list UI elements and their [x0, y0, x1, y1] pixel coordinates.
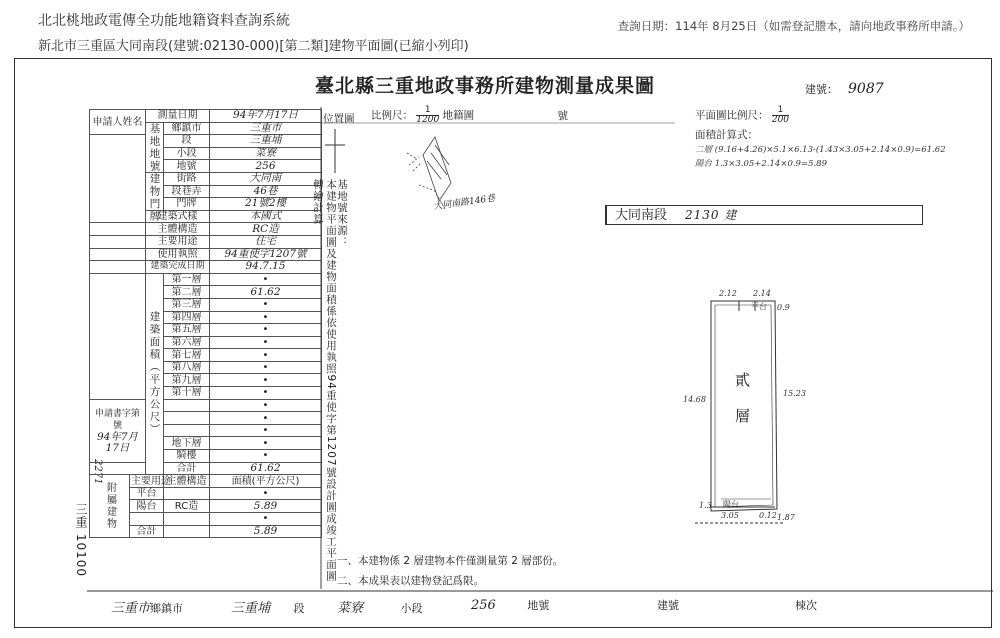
application-label: 申請書字第號	[94, 408, 140, 431]
floor-label-4: 第四層	[164, 311, 210, 324]
use-label: 主要用途	[146, 235, 210, 248]
floor-label-6: 第六層	[164, 336, 210, 349]
footer-subsection-value: 菜寮	[337, 601, 364, 616]
building-number-label: 建號：	[805, 83, 838, 96]
footer-section-label: 段	[293, 602, 305, 615]
footer-city	[111, 597, 183, 616]
position-label: 位置圖	[323, 113, 355, 125]
position-scale	[371, 106, 568, 125]
position-scale-bottom: 1200	[416, 115, 440, 125]
floor-value-1: •	[210, 273, 322, 286]
township-label: 鄉鎮市	[164, 122, 210, 135]
footer-lot-label: 地號	[527, 599, 550, 612]
footer-sheet: 棟次	[795, 599, 817, 612]
annex-area-3: •	[210, 513, 322, 526]
annex-area-header: 面積(平方公尺)	[210, 475, 322, 488]
footer-section	[231, 597, 305, 616]
floor-label-12	[164, 412, 210, 425]
margin-code: 三重 10100	[74, 503, 88, 577]
dim-side-right-top: 0.9	[777, 303, 790, 312]
floor-value-11: •	[210, 399, 322, 412]
applicant-label: 申請人姓名	[90, 110, 146, 135]
footer-subsection	[337, 597, 423, 616]
plan-bottom-label: 陽台	[723, 500, 739, 509]
number-value: 21號2樓	[210, 198, 322, 211]
floor-label-11	[164, 399, 210, 412]
street-label-sketch: 大同南路146巷	[432, 193, 496, 213]
floor-value-10: •	[210, 387, 322, 400]
annex-total-label: 合計	[130, 525, 164, 538]
dim-top-left: 2.12	[719, 289, 737, 298]
floor-label-top: 貳	[735, 371, 751, 389]
floor-value-arcade: •	[210, 450, 322, 463]
query-date: 查詢日期：114年 8月25日（如需登記謄本，請向地政事務所申請。）	[617, 19, 970, 33]
floor-value-8: •	[210, 361, 322, 374]
dim-bottom-right-2: 1.87	[777, 513, 795, 522]
footer-city-label: 鄉鎮市	[150, 602, 184, 615]
section-value: 三重埔	[210, 135, 322, 148]
annex-structure-3	[164, 513, 210, 526]
annex-use-1: 平台	[130, 487, 164, 500]
footer-city-value: 三重市	[111, 601, 151, 616]
document-title: 臺北縣三重地政事務所建物測量成果圖	[315, 75, 656, 97]
position-scale-label: 比例尺：	[371, 109, 413, 122]
annex-structure-header: 主體構造	[164, 475, 210, 488]
building-number	[805, 81, 884, 97]
annex-group-label: 附屬建物	[90, 475, 130, 538]
door-label: 建物門牌	[146, 172, 164, 210]
floor-label-8: 第八層	[164, 361, 210, 374]
plan-top-label: 平台	[751, 302, 767, 311]
position-scale-fraction	[416, 106, 439, 125]
cadastral-number-label: 號	[557, 109, 568, 122]
plan-scale-bottom: 200	[771, 115, 790, 125]
area-calc-label: 面積計算式：	[695, 129, 758, 141]
floor-label-7: 第七層	[164, 349, 210, 362]
dim-bottom: 3.05	[721, 511, 739, 520]
lot-value: 256	[210, 160, 322, 173]
license-label: 使用執照	[146, 248, 210, 261]
floor-value-2: 61.62	[210, 286, 322, 299]
footer-lot-value: 256	[471, 598, 496, 613]
area-calc-line-1: 二層 (9.16+4.26)×5.1×6.13-(1.43×3.05+2.14×0.9)=61.62	[695, 145, 946, 155]
floor-label-5: 第五層	[164, 324, 210, 337]
floor-value-basement: •	[210, 437, 322, 450]
use-value: 住宅	[210, 235, 322, 248]
floor-value-6: •	[210, 336, 322, 349]
structure-label: 主體構造	[146, 223, 210, 236]
floor-label-10: 第十層	[164, 387, 210, 400]
floor-value-13: •	[210, 424, 322, 437]
dim-right: 15.23	[783, 389, 806, 398]
floor-label-9: 第九層	[164, 374, 210, 387]
footer-subsection-label: 小段	[400, 602, 423, 615]
footer-section-value: 三重埔	[231, 601, 271, 616]
style-value: 本國式	[210, 210, 322, 223]
annex-total-value: 5.89	[210, 525, 322, 538]
floor-label-2: 第二層	[164, 286, 210, 299]
style-label: 建築式樣	[146, 210, 210, 223]
subsection-label: 小段	[164, 147, 210, 160]
dim-top-right: 2.14	[753, 289, 771, 298]
street-label: 街路	[164, 172, 210, 185]
subsection-value: 菜寮	[210, 147, 322, 160]
vertical-note-main: 本建物平面圖及建物面積係依使用執照94重使字第1207號設計圖成竣工平面圖轉繪計算	[312, 179, 337, 582]
floor-value-12: •	[210, 412, 322, 425]
annex-structure-1	[164, 487, 210, 500]
structure-value: RC造	[210, 223, 322, 236]
floor-label-3: 第三層	[164, 298, 210, 311]
area-group-label: 建築面積（平方公尺）	[146, 273, 164, 475]
lane-label: 段巷弄	[164, 185, 210, 198]
floor-value-3: •	[210, 298, 322, 311]
township-value: 三重市	[210, 122, 322, 135]
survey-date-value: 94年7月17日	[210, 110, 322, 123]
note-1: 一、本建物係 2 層建物本件僅測量第 2 層部份。	[337, 555, 564, 567]
floor-label-13	[164, 424, 210, 437]
total-label: 合計	[164, 462, 210, 475]
floor-label-1: 第一層	[164, 273, 210, 286]
dim-bottom-left: 1.3	[699, 501, 712, 510]
floor-label-bottom: 層	[735, 407, 751, 425]
street-value: 大同南	[210, 172, 322, 185]
application-value	[90, 399, 146, 462]
dim-left: 14.68	[683, 395, 706, 404]
survey-sheet	[14, 58, 992, 628]
plan-scale	[695, 106, 789, 125]
application-number: 94年7月17日	[96, 430, 139, 454]
annex-use-3	[130, 513, 164, 526]
lot-box-label: 大同南段	[615, 208, 668, 223]
section-label: 段	[164, 135, 210, 148]
area-calc-line-2: 陽台 1.3×3.05+2.14×0.9=5.89	[695, 159, 828, 169]
total-value: 61.62	[210, 462, 322, 475]
annex-use-header: 主要用途	[131, 475, 171, 487]
cadastral-label: 地籍圖	[442, 109, 475, 122]
lane-value: 46巷	[210, 185, 322, 198]
footer-building: 建號	[657, 599, 679, 612]
completion-label: 建築完成日期	[146, 261, 210, 274]
footer-lot	[471, 597, 549, 613]
annex-area-2: 5.89	[210, 500, 322, 513]
annex-use-2: 陽台	[130, 500, 164, 513]
lot-box	[605, 205, 923, 225]
plan-scale-label: 平面圖比例尺：	[695, 109, 769, 122]
base-label: 基地地號	[146, 122, 164, 172]
floor-label-arcade: 騎樓	[164, 450, 210, 463]
completion-value: 94.7.15	[210, 261, 322, 274]
floor-value-4: •	[210, 311, 322, 324]
floor-value-5: •	[210, 324, 322, 337]
position-scale-top: 1	[416, 106, 439, 116]
lot-label: 地號	[164, 160, 210, 173]
vertical-note-base: 基地號來源：	[336, 179, 348, 248]
header-title: 北北桃地政電傳全功能地籍資料查詢系統	[38, 13, 290, 29]
plan-scale-fraction	[772, 106, 789, 125]
floor-label-basement: 地下層	[164, 437, 210, 450]
plan-scale-top: 1	[772, 106, 789, 116]
annex-structure-2: RC造	[164, 500, 210, 513]
margin-code-2: 2271	[92, 459, 103, 485]
header-subtitle: 新北市三重區大同南段(建號:02130-000)[第二類]建物平面圖(已縮小列印)	[38, 39, 469, 54]
note-2: 二、本成果表以建物登記爲限。	[337, 575, 484, 587]
building-number-value: 9087	[848, 81, 884, 97]
annex-area-1: •	[210, 487, 322, 500]
floor-value-9: •	[210, 374, 322, 387]
survey-date-label: 測量日期	[146, 110, 210, 123]
building-data-form	[89, 109, 322, 538]
number-label: 門牌	[164, 198, 210, 211]
floor-value-7: •	[210, 349, 322, 362]
dim-bottom-right-1: 0.12	[759, 511, 777, 520]
license-value: 94重使字1207號	[210, 248, 322, 261]
lot-box-value: 2130 建	[685, 208, 738, 222]
